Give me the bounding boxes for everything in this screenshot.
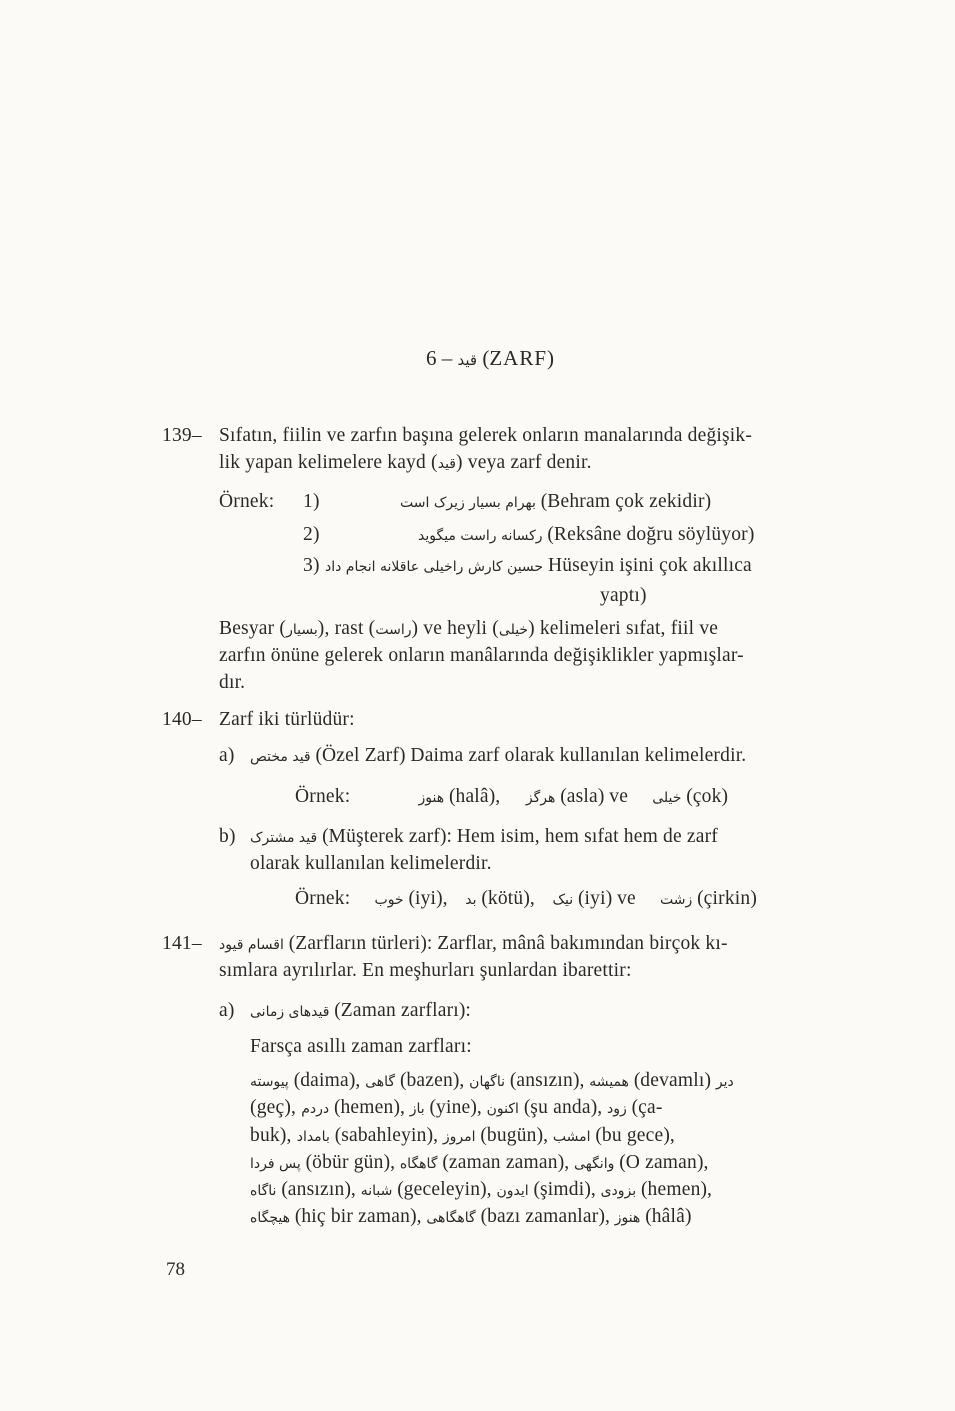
p141-a-arabic: قیدهای زمانی [250, 1004, 330, 1020]
adverb-arabic: گاهگاه [399, 1156, 438, 1172]
adverb-arabic: پیوسته [250, 1074, 289, 1090]
adverb-translation: buk), [250, 1125, 292, 1146]
time-adverbs-row-2 [250, 1097, 663, 1119]
p139-line2-post: ) veya zarf denir. [456, 452, 592, 473]
paragraph-number-139: 139– [162, 425, 202, 446]
adverb-arabic: هیچگاه [250, 1210, 290, 1226]
p139-rast: ), rast ( [317, 618, 376, 639]
p140-a-ex2-arabic: هرگز [525, 790, 556, 806]
p140-a-ex1-translation: (halâ), [449, 786, 501, 807]
adverb-arabic: شبانه [360, 1183, 393, 1199]
adverb-translation: (yine), [429, 1097, 482, 1118]
example-1 [400, 491, 711, 513]
adverb-arabic: باز [409, 1101, 425, 1117]
adverb-translation: (zaman zaman), [442, 1152, 570, 1173]
p140-b-ex1-arabic: خوب [374, 892, 404, 908]
p140-title: Zarf iki türlüdür: [219, 709, 355, 730]
p140-a-label: a) [219, 745, 235, 766]
example-3-translation: Hüseyin işini çok akıllıca [547, 555, 752, 576]
p141-a-text: (Zaman zarfları): [334, 1000, 471, 1021]
adverb-translation: (geceleyin), [397, 1179, 492, 1200]
p139-arabic-rast: راست [375, 622, 412, 638]
p139-besyar: Besyar ( [219, 618, 287, 639]
heading-label: (ZARF) [482, 346, 554, 370]
adverb-translation: (öbür gün), [305, 1152, 395, 1173]
p139-rest: ) kelimeleri sıfat, fiil ve [528, 618, 719, 639]
p140-a-ex1-arabic: هنوز [418, 790, 445, 806]
example-2-arabic: رکسانه راست میگوید [418, 528, 543, 544]
adverb-translation: (bazen), [399, 1070, 465, 1091]
p140-b-line2: olarak kullanılan kelimelerdir. [250, 853, 492, 874]
adverb-translation: (geç), [250, 1097, 297, 1118]
p140-b-label: b) [219, 826, 236, 847]
example-3-arabic: حسین کارش راخیلی عاقلانه انجام داد [325, 559, 544, 575]
adverb-arabic: ناگهان [469, 1074, 505, 1090]
adverb-translation: (bu gece), [595, 1125, 675, 1146]
adverb-translation: (hiç bir zaman), [294, 1206, 422, 1227]
time-adverbs-row-6 [250, 1206, 691, 1228]
adverb-arabic: امشب [552, 1129, 591, 1145]
p140-a-text: (Özel Zarf) Daima zarf olarak kullanılan kelimelerdir. [315, 745, 747, 766]
p141-line1-text: (Zarfların türleri): Zarflar, mânâ bakımından birçok kı- [288, 933, 728, 954]
adverb-translation: (hemen), [641, 1179, 712, 1200]
example-2-translation: (Reksâne doğru söylüyor) [547, 524, 755, 545]
adverb-arabic: گاهی [365, 1074, 396, 1090]
heading-arabic: قید [457, 351, 478, 369]
adverb-arabic: گاهگاهی [426, 1210, 476, 1226]
paragraph-number-140: 140– [162, 709, 202, 730]
time-adverbs-row-1 [250, 1070, 734, 1092]
adverb-arabic: بزودی [600, 1183, 637, 1199]
adverb-arabic: زود [606, 1101, 627, 1117]
p139-line2 [219, 452, 592, 474]
adverb-translation: (O zaman), [619, 1152, 709, 1173]
p139-heyli: ) ve heyli ( [411, 618, 499, 639]
p140-a-example-label: Örnek: [295, 786, 351, 807]
heading-number: 6 – [426, 346, 453, 370]
adverb-arabic: همیشه [589, 1074, 629, 1090]
p141-a-label: a) [219, 1000, 235, 1021]
p139-line1: Sıfatın, fiilin ve zarfın başına gelerek onların manalarında değişik- [219, 425, 753, 446]
adverb-translation: (hâlâ) [645, 1206, 692, 1227]
p140-b-line [250, 826, 718, 848]
adverb-translation: (ça- [631, 1097, 663, 1118]
time-adverbs-row-4 [250, 1152, 708, 1174]
adverb-translation: (hemen), [333, 1097, 405, 1118]
p140-b-ex4-arabic: زشت [660, 892, 693, 908]
p139-arabic-kayd: قید [437, 456, 456, 472]
adverb-arabic: بامداد [296, 1129, 330, 1145]
adverb-translation: (bazı zamanlar), [480, 1206, 610, 1227]
p139-arabic-besyar: بسیار [286, 622, 318, 638]
p140-a-examples [295, 786, 728, 808]
adverb-arabic: ناگاه [250, 1183, 277, 1199]
adverb-arabic: اکنون [486, 1101, 519, 1117]
adverb-translation: (ansızın), [281, 1179, 356, 1200]
p140-b-ex4-translation: (çirkin) [697, 888, 757, 909]
section-heading [426, 346, 554, 371]
example-1-translation: (Behram çok zekidir) [540, 491, 712, 512]
example-2-number: 2) [303, 524, 320, 545]
adverb-translation: (sabahleyin), [334, 1125, 438, 1146]
adverb-arabic: امروز [442, 1129, 476, 1145]
p140-b-example-label: Örnek: [295, 888, 351, 909]
p140-b-arabic: قید مشترک [250, 830, 318, 846]
p140-a-arabic: قید مختص [250, 749, 311, 765]
p141-a-line [250, 1000, 471, 1022]
adverb-arabic: پس فردا [250, 1156, 301, 1172]
example-label: Örnek: [219, 491, 275, 512]
paragraph-number-141: 141– [162, 933, 202, 954]
adverb-translation: (daima), [293, 1070, 361, 1091]
p140-b-ex3-translation: (iyi) ve [578, 888, 636, 909]
example-3-translation-cont: yaptı) [600, 585, 647, 606]
p141-arabic: اقسام قیود [219, 937, 284, 953]
example-3-number: 3) [303, 555, 320, 576]
p140-b-ex1-translation: (iyi), [408, 888, 448, 909]
p140-b-ex2-arabic: بد [465, 892, 477, 908]
p140-a-line [250, 745, 746, 767]
p140-a-ex3-translation: (çok) [686, 786, 729, 807]
example-2 [418, 524, 754, 546]
time-adverbs-row-3 [250, 1125, 675, 1147]
p140-b-examples [295, 888, 757, 910]
adverb-arabic: ایدون [496, 1183, 529, 1199]
adverb-translation: (şu anda), [523, 1097, 603, 1118]
p141-line2: sımlara ayrılırlar. En meşhurları şunlardan ibarettir: [219, 960, 632, 981]
page-number: 78 [166, 1259, 185, 1280]
example-3 [325, 555, 752, 577]
adverb-translation: (ansızın), [509, 1070, 585, 1091]
p139-besyar-line2: zarfın önüne gelerek onların manâlarında değişiklikler yapmışlar- [219, 645, 744, 666]
adverb-translation: (şimdi), [533, 1179, 596, 1200]
p139-besyar-line1 [219, 618, 718, 640]
adverb-arabic: هنوز [614, 1210, 641, 1226]
adverb-translation: (bugün), [480, 1125, 548, 1146]
p140-b-text: (Müşterek zarf): Hem isim, hem sıfat hem de zarf [322, 826, 719, 847]
p139-arabic-heyli: خیلی [498, 622, 529, 638]
p140-a-ex2-translation: (asla) ve [560, 786, 629, 807]
p139-line2-pre: lik yapan kelimelere kayd ( [219, 452, 438, 473]
p141-line1 [219, 933, 728, 955]
adverb-arabic: دیر [715, 1074, 734, 1090]
adverb-arabic: دردم [301, 1101, 330, 1117]
example-1-number: 1) [303, 491, 320, 512]
p140-b-ex2-translation: (kötü), [481, 888, 535, 909]
example-1-arabic: بهرام بسیار زیرک است [400, 495, 536, 511]
adverb-translation: (devamlı) [633, 1070, 712, 1091]
time-adverbs-row-5 [250, 1179, 712, 1201]
adverb-arabic: وانگهی [573, 1156, 615, 1172]
p140-a-ex3-arabic: خیلی [652, 790, 682, 806]
p139-besyar-line3: dır. [219, 672, 246, 693]
p141-subtitle: Farsça asıllı zaman zarfları: [250, 1036, 472, 1057]
p140-b-ex3-arabic: نیک [552, 892, 574, 908]
